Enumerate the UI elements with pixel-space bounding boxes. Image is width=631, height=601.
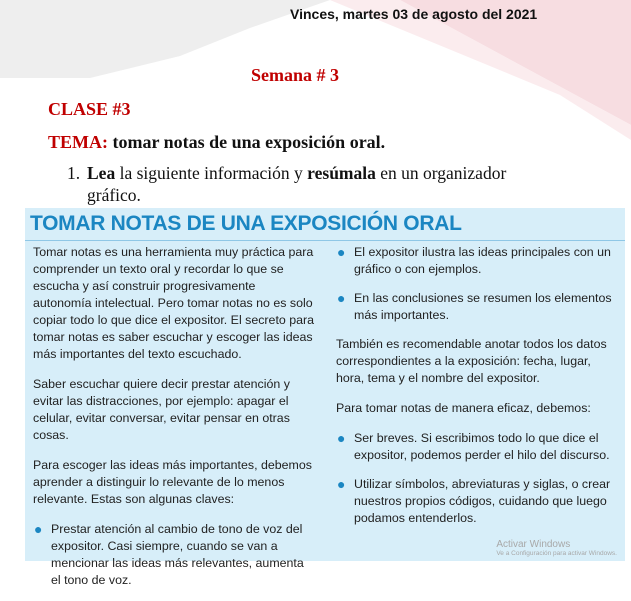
paragraph-intro: Tomar notas es una herramienta muy práctica para comprender un texto oral y recordar lo que se escucha y así construir progresivamente autonomía intelectual. Pero tomar notas no es solo copiar todo lo que dice el expositor. El secreto para tomar notas es saber escuchar y escoger las ideas más importantes del texto escuchado. (33, 245, 315, 361)
info-box (25, 208, 625, 587)
topic-text: tomar notas de una exposición oral. (108, 132, 386, 152)
left-column (33, 244, 316, 601)
paragraph-effective: Para tomar notas de manera eficaz, debemos: (336, 401, 591, 415)
week-heading: Semana # 3 (251, 65, 340, 85)
class-heading: CLASE #3 (48, 99, 131, 119)
list-item (336, 476, 619, 527)
instruction-continuation: gráfico. (87, 185, 141, 205)
right-column (336, 244, 619, 539)
topic-label: TEMA: (48, 132, 108, 152)
list-item (336, 430, 619, 464)
instruction-number: 1. (67, 163, 81, 183)
topic-line (48, 132, 385, 153)
bullet-icon: ● (337, 476, 346, 492)
list-item-text: En las conclusiones se resumen los elementos más importantes. (354, 291, 612, 322)
bullet-icon: ● (337, 244, 346, 260)
instruction-text-mid: la siguiente información y (115, 163, 308, 183)
paragraph-key-ideas: Para escoger las ideas más importantes, debemos aprender a distinguir lo relevante de lo menos relevante. Estas son algunas claves: (33, 458, 312, 506)
list-item-text: Prestar atención al cambio de tono de voz del expositor. Casi siempre, cuando se van a mencionar las ideas más relevantes, aumenta el tono de voz. (51, 522, 304, 587)
list-item-text: Utilizar símbolos, abreviaturas y siglas, o crear nuestros propios códigos, cuidando que luego podamos entenderlos. (354, 477, 611, 525)
list-item (336, 244, 619, 278)
instruction-verb-summarize: resúmala (307, 163, 376, 183)
list-item (336, 290, 619, 324)
bullet-icon: ● (337, 430, 346, 446)
watermark-title: Activar Windows (496, 539, 571, 550)
title-divider (25, 240, 625, 241)
paragraph-data: También es recomendable anotar todos los datos correspondientes a la exposición: fecha, lugar, hora, tema y el nombre del expositor. (336, 337, 607, 385)
windows-activation-watermark (496, 539, 617, 557)
list-item (33, 521, 316, 589)
info-box-title: TOMAR NOTAS DE UNA EXPOSICIÓN ORAL (30, 212, 462, 235)
instruction-verb-read: Lea (87, 163, 116, 183)
watermark-subtitle: Ve a Configuración para activar Windows. (496, 550, 617, 557)
bullet-icon: ● (34, 521, 43, 537)
list-item-text: Ser breves. Si escribimos todo lo que dice el expositor, podemos perder el hilo del discurso. (354, 431, 610, 462)
instruction-text-end: en un organizador (375, 163, 507, 183)
paragraph-listening: Saber escuchar quiere decir prestar atención y evitar las distracciones, por ejemplo: apagar el celular, evitar conversar, evitar pensar en otras cosas. (33, 377, 290, 442)
list-item-text: El expositor ilustra las ideas principales con un gráfico o con ejemplos. (354, 245, 611, 276)
date-header: Vinces, martes 03 de agosto del 2021 (290, 6, 538, 22)
instruction-item (67, 162, 587, 206)
bullet-icon: ● (337, 290, 346, 306)
